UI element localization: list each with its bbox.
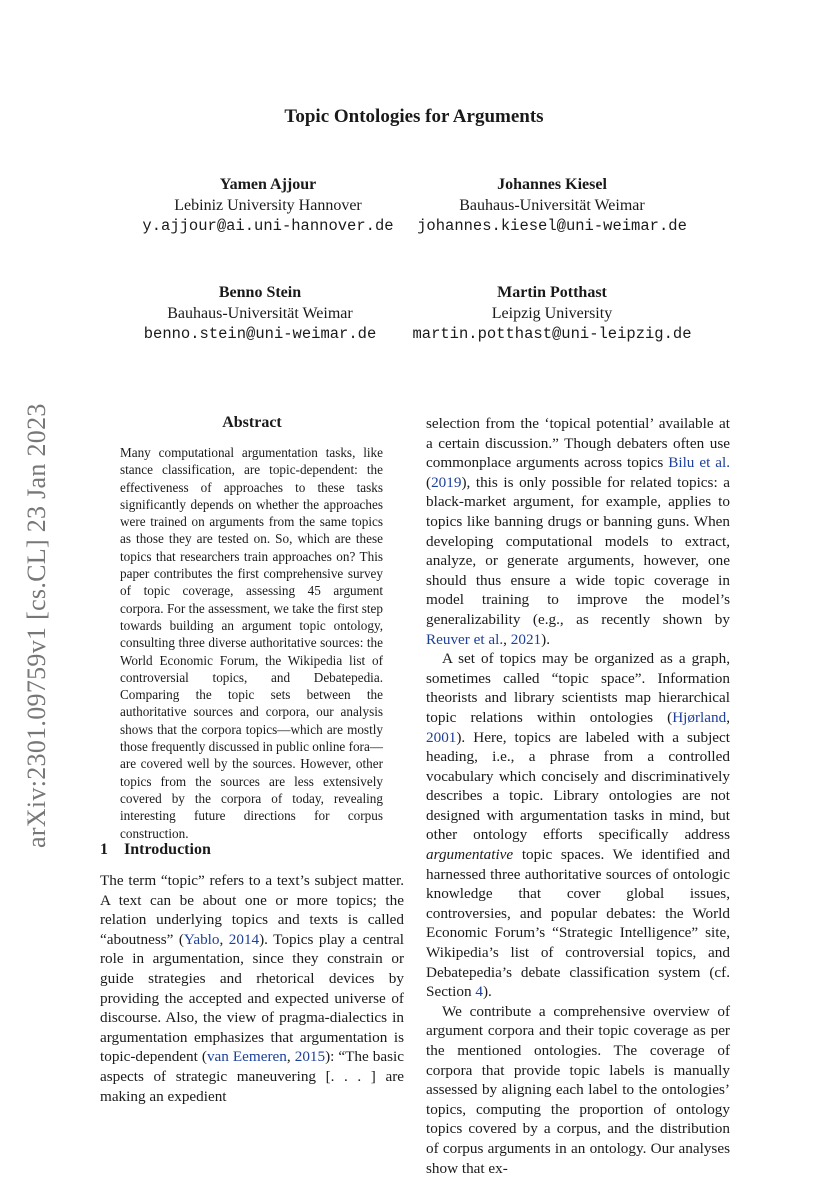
intro-left-column	[100, 871, 404, 1106]
text-run: We contribute a comprehensive overview of argument corpora and their topic coverage as per the mentioned ontologies. The coverage of corpora that provide topic labels is manually assessed by aligning each label to the ontologies’ topics, computing the proportion of ontology topics covered by a corpus, and the distribution of corpus arguments in an ontology. Our analyses show that ex-	[426, 1002, 730, 1177]
text-run: ,	[503, 630, 511, 648]
author-name: Yamen Ajjour	[219, 176, 317, 193]
author-email[interactable]: y.ajjour@ai.uni-hannover.de	[142, 217, 394, 235]
author-name: Johannes Kiesel	[497, 176, 607, 193]
text-run: The term “topic” refers to a text’s subject matter. A text can be about one or more topics; the relation underlying topics and texts is called “aboutness” (	[100, 872, 404, 948]
citation-link[interactable]: 2019	[431, 473, 462, 491]
text-run: A set of topics may be organized as a graph, sometimes called “topic space”. Information theorists and library scientists map hierarchical topic relations within ontologies (	[426, 650, 730, 726]
arxiv-identifier[interactable]: arXiv:2301.09759v1 [cs.CL] 23 Jan 2023	[22, 403, 51, 848]
author-block	[402, 174, 702, 237]
text-run: ).	[482, 983, 492, 1001]
text-run: ). Topics play a central role in argumentation, since they constrain or guide strategies and rhetorical devices by providing the accepted and expected universe of discourse. Also, the view of pragma-dialectics in argumentation emphasizes that argumentation is topic-dependent (	[100, 930, 404, 1066]
intro-right-column	[426, 414, 730, 1178]
citation-link[interactable]: 2001	[426, 728, 457, 746]
citation-link[interactable]: 2015	[294, 1048, 326, 1066]
citation-link[interactable]: 2014	[228, 930, 260, 948]
text-run: ): “The basic aspects of strategic maneuvering [. . . ] are making an expedient	[100, 1048, 404, 1105]
emphasis-text: argumentative	[426, 846, 514, 864]
text-run: ,	[726, 708, 730, 726]
author-affiliation: Bauhaus-Universität Weimar	[459, 197, 645, 214]
text-run: ). Here, topics are labeled with a subject heading, i.e., a phrase from a controlled vocabulary which concisely and discriminatively describes a topic. Library ontologies are not designed with argumentation tasks in mind, but other ontology efforts specifically address	[426, 728, 730, 844]
author-block	[110, 282, 410, 345]
author-name: Martin Potthast	[497, 284, 607, 301]
paragraph	[426, 649, 730, 1002]
author-affiliation: Lebiniz University Hannover	[174, 197, 362, 214]
citation-link[interactable]: 4	[475, 983, 483, 1001]
paper-title: Topic Ontologies for Arguments	[284, 106, 544, 127]
citation-link[interactable]: van Eemeren	[206, 1048, 287, 1066]
author-email[interactable]: johannes.kiesel@uni-weimar.de	[417, 217, 687, 235]
author-block	[118, 174, 418, 237]
text-run: (	[426, 473, 432, 491]
author-affiliation: Leipzig University	[491, 305, 613, 322]
text-run: topic spaces. We identified and harnessed three authoritative sources of ontologic knowledge that cover global issues, controversies, and popular debates: the World Economic Forum’s “Strategic Intelligence” site, Wikipedia’s list of controversial topics, and Debatepedia’s debate classification system (cf. Section	[426, 846, 730, 1001]
author-email[interactable]: martin.potthast@uni-leipzig.de	[412, 325, 692, 343]
author-email[interactable]: benno.stein@uni-weimar.de	[143, 325, 377, 343]
text-run: ,	[219, 930, 229, 948]
abstract-heading: Abstract	[222, 414, 282, 431]
text-run: ), this is only possible for related topics: a black-market argument, for example, applies to topics like banning drugs or banning guns. When developing computational models to extract, analyze, or generate arguments, however, one should thus ensure a wide topic coverage in model training to improve the model’s generalizability (e.g., as recently shown by	[426, 473, 730, 628]
author-name: Benno Stein	[218, 284, 302, 301]
text-run: selection from the ‘topical potential’ available at a certain discussion.” Though debaters often use commonplace arguments across topics	[426, 415, 730, 472]
paragraph	[426, 1002, 730, 1178]
text-run: ,	[286, 1048, 295, 1066]
citation-link[interactable]: Hjørland	[672, 708, 727, 726]
citation-link[interactable]: 2021	[510, 630, 542, 648]
author-block	[402, 282, 702, 345]
section-number: 1	[100, 841, 108, 858]
section-heading	[100, 841, 211, 859]
citation-link[interactable]: Bilu et al.	[668, 454, 731, 472]
citation-link[interactable]: Yablo	[183, 930, 220, 948]
abstract-text: Many computational argumentation tasks, like stance classification, are topic-dependent: the effectiveness of approaches to these tasks significantly depends on whether the approaches were trained on arguments from the same topics as those they are tested on. So, which are these topics that researchers train approaches on? This paper contributes the first comprehensive survey of topic coverage, assessing 45 argument corpora. For the assessment, we take the first step towards building an argument topic ontology, consulting three diverse authoritative sources: the World Economic Forum, the Wikipedia list of controversial topics, and Debatepedia. Comparing the topic sets between the authoritative sources and corpora, our analysis shows that the corpora topics—which are mostly those frequently discussed in public online fora—are covered well by the sources. However, other topics from the sources are less extensively covered by the corpora of today, revealing interesting future directions for corpus construction.	[120, 445, 383, 841]
section-title: Introduction	[124, 841, 211, 858]
text-run: ).	[541, 630, 550, 648]
paragraph	[426, 414, 730, 649]
author-affiliation: Bauhaus-Universität Weimar	[167, 305, 353, 322]
citation-link[interactable]: Reuver et al.	[426, 630, 504, 648]
